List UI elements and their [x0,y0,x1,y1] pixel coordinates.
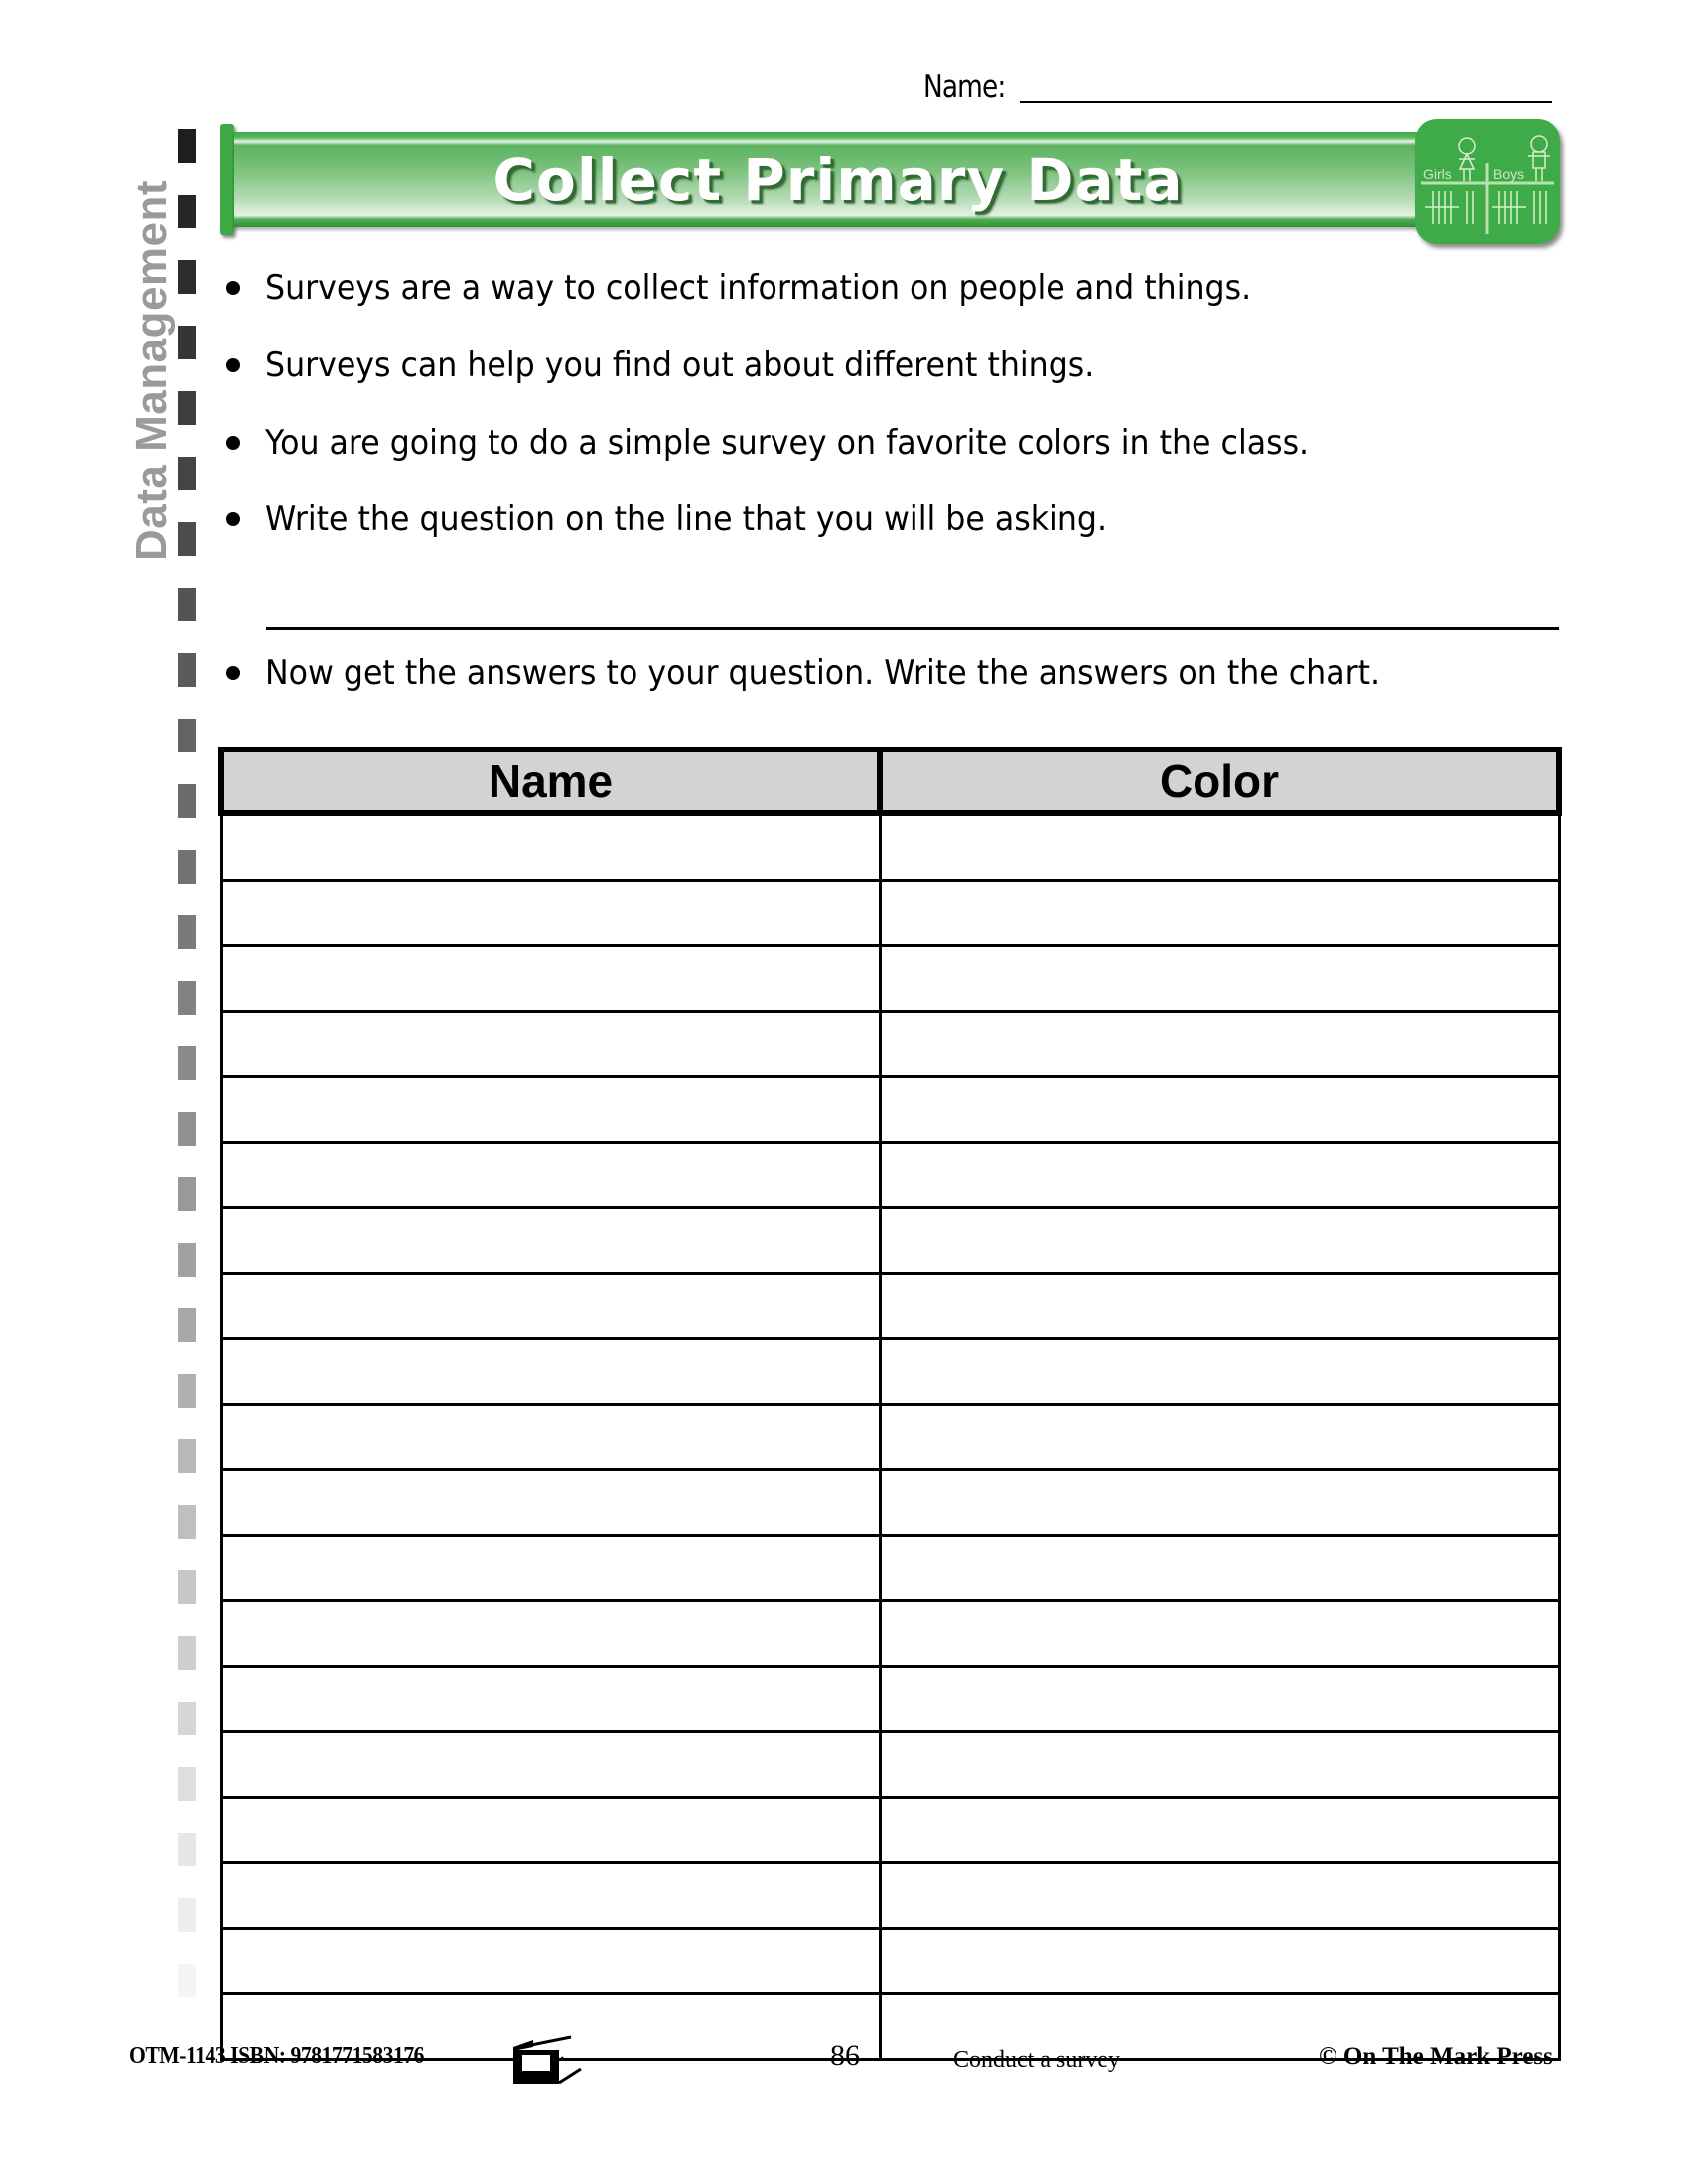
color-cell[interactable] [880,881,1559,946]
decorative-dash [178,981,196,1015]
table-row [221,1339,1559,1405]
page-topic: Conduct a survey [953,2047,1120,2073]
decorative-dash [178,1308,196,1342]
name-cell[interactable] [221,1274,880,1339]
decorative-dash [178,1505,196,1539]
decorative-dash [178,1177,196,1211]
decorative-dash [178,784,196,818]
name-cell[interactable] [221,881,880,946]
decorative-dash [178,588,196,621]
decorative-dash [178,850,196,884]
decorative-dash [178,1964,196,1997]
name-cell[interactable] [221,1208,880,1274]
decorative-dash [178,522,196,556]
banner-end-cap [220,124,234,235]
name-label: Name: [923,69,1006,105]
name-cell[interactable] [221,1339,880,1405]
name-cell[interactable] [221,1667,880,1732]
name-cell[interactable] [221,813,880,881]
color-cell[interactable] [880,1601,1559,1667]
table-row [221,1012,1559,1077]
table-body [221,813,1559,2060]
color-cell[interactable] [880,1732,1559,1798]
color-cell[interactable] [880,1798,1559,1863]
color-cell[interactable] [880,1274,1559,1339]
table-row [221,1601,1559,1667]
photocopier-icon [511,2035,611,2090]
name-cell[interactable] [221,1077,880,1143]
copyright: © On The Mark Press [1319,2043,1553,2070]
table-row [221,1798,1559,1863]
column-header-name: Name [221,750,880,813]
decorative-dash [178,1243,196,1277]
color-cell[interactable] [880,1208,1559,1274]
table-row [221,881,1559,946]
name-cell[interactable] [221,1601,880,1667]
color-cell[interactable] [880,1863,1559,1929]
table-row [221,1732,1559,1798]
name-cell[interactable] [221,1798,880,1863]
decorative-dash [178,1439,196,1473]
table-header-row [221,750,1559,813]
color-cell[interactable] [880,1929,1559,1994]
decorative-dash [178,195,196,228]
decorative-dash [178,260,196,294]
table-row [221,1143,1559,1208]
decorative-dash [178,1636,196,1670]
column-header-color: Color [880,750,1559,813]
decorative-dash [178,1374,196,1408]
table-row [221,1274,1559,1339]
name-cell[interactable] [221,1732,880,1798]
instruction-item: Surveys can help you find out about different things. [226,345,1157,385]
bullet-icon [226,281,240,295]
color-cell[interactable] [880,1536,1559,1601]
name-cell[interactable] [221,1929,880,1994]
decorative-dash [178,326,196,359]
color-cell[interactable] [880,1405,1559,1470]
decorative-dash [178,1898,196,1932]
table-row [221,813,1559,881]
page-title: Collect Primary Data [492,146,1184,213]
name-input-line[interactable] [1020,71,1552,103]
color-cell[interactable] [880,1077,1559,1143]
name-cell[interactable] [221,946,880,1012]
color-cell[interactable] [880,1012,1559,1077]
table-row [221,1863,1559,1929]
decorative-dash [178,457,196,490]
badge-boys-label: Boys [1493,166,1525,182]
table-row [221,1208,1559,1274]
instruction-item: You are going to do a simple survey on favorite colors in the class. [226,423,1387,463]
page-number: 86 [830,2039,860,2072]
color-cell[interactable] [880,813,1559,881]
question-answer-line[interactable] [266,627,1559,630]
table-row [221,1405,1559,1470]
bullet-icon [226,436,240,450]
decorative-dash [178,1046,196,1080]
color-cell[interactable] [880,1143,1559,1208]
decorative-dash [178,391,196,425]
color-cell[interactable] [880,1667,1559,1732]
color-cell[interactable] [880,946,1559,1012]
decorative-dash [178,1767,196,1801]
instruction-item: Surveys are a way to collect information on people and things. [226,268,1326,308]
decorative-dash [178,1833,196,1866]
color-cell[interactable] [880,1339,1559,1405]
name-cell[interactable] [221,1405,880,1470]
instruction-item: Now get the answers to your question. Write the answers on the chart. [226,653,1465,693]
decorative-dash [178,719,196,752]
bullet-icon [226,358,240,372]
decorative-dash [178,1570,196,1604]
table-row [221,1536,1559,1601]
survey-table [218,747,1562,2061]
decorative-dash [178,1702,196,1735]
table-row [221,946,1559,1012]
section-title-vertical: Data Management [127,179,176,561]
decorative-dash [178,653,196,687]
banner-bar [234,132,1442,227]
instruction-item: Write the question on the line that you will be asking. [226,499,1171,539]
bullet-icon [226,666,240,680]
name-cell[interactable] [221,1536,880,1601]
name-cell[interactable] [221,1012,880,1077]
table-row [221,1470,1559,1536]
product-code-isbn: OTM-1143 ISBN: 9781771583176 [129,2043,425,2069]
name-cell[interactable] [221,1143,880,1208]
tally-chart-icon [1415,119,1560,244]
decorative-dash [178,129,196,163]
name-field-group [923,71,1552,103]
table-row [221,1077,1559,1143]
badge-girls-label: Girls [1423,166,1452,182]
decorative-dash [178,915,196,949]
name-cell[interactable] [221,1470,880,1536]
title-banner [220,124,1442,235]
name-cell[interactable] [221,1863,880,1929]
bullet-icon [226,512,240,526]
table-row [221,1929,1559,1994]
table-row [221,1667,1559,1732]
page-footer [0,2035,1688,2095]
decorative-dash [178,1112,196,1146]
color-cell[interactable] [880,1470,1559,1536]
